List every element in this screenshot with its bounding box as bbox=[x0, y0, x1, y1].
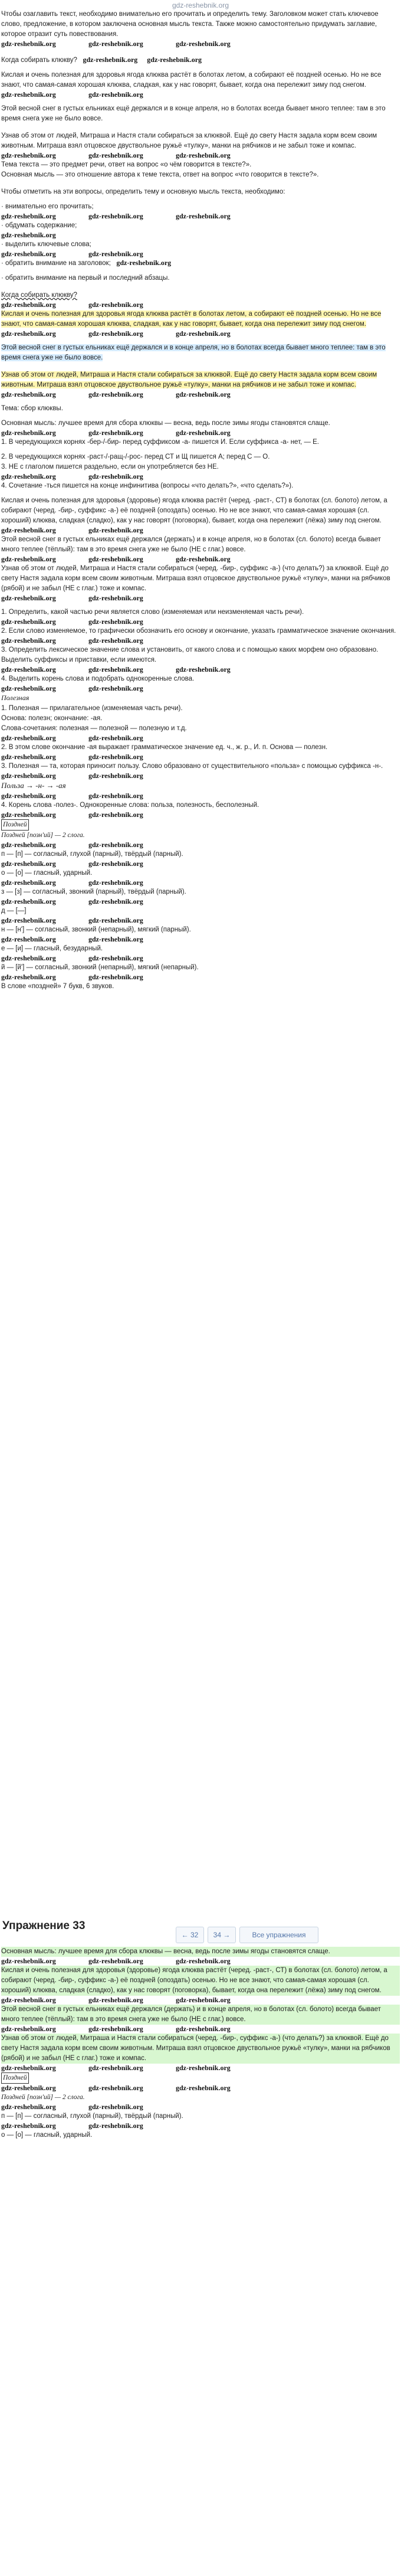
watermark: gdz-reshebnik.org bbox=[1, 916, 56, 924]
watermark: gdz-reshebnik.org bbox=[1, 636, 56, 645]
annotated-paragraph-2: Этой весной снег в густых ельниках ещё держался (держать) и в конце апреля, но в болотах (сл. болото) всегда бывает много теплее (тёплый): там в это время снега уже не было (НЕ с глаг.) вовсе. bbox=[1, 536, 381, 553]
phonetic-row: д — [—] bbox=[1, 907, 27, 914]
watermark: gdz-reshebnik.org bbox=[1, 973, 56, 981]
phonetic-row: н — [н'] — согласный, звонкий (непарный), мягкий (парный). bbox=[1, 926, 191, 933]
step-item: · выделить ключевые слова; bbox=[1, 241, 91, 248]
watermark: gdz-reshebnik.org bbox=[88, 1957, 143, 1965]
watermark: gdz-reshebnik.org bbox=[1, 429, 56, 437]
watermark: gdz-reshebnik.org bbox=[1, 2084, 56, 2092]
watermark: gdz-reshebnik.org bbox=[1, 151, 56, 159]
watermark: gdz-reshebnik.org bbox=[1, 526, 56, 534]
watermark: gdz-reshebnik.org bbox=[176, 1957, 231, 1965]
annotated-paragraph-3: Узнав об этом от людей, Митраша и Настя стали собираться (черед. -бир-, суффикс -а-) (что делать?) за клюквой. Ещё до свету Настя задала корм всем своим животным. Митраша взял отцовское двуствольное ружьё «тулку», манки на рябчиков (рябой) и не забыл (НЕ с глаг.) тоже и компас. bbox=[1, 565, 390, 592]
morph-formula: Польза → -н- → -ая bbox=[1, 781, 66, 790]
rule-1: 1. В чередующихся корнях -бер-/-бир- перед суффиксом -а- пишется И. Если суффикса -а- нет, — Е. bbox=[1, 439, 320, 446]
watermark: gdz-reshebnik.org bbox=[88, 916, 143, 924]
watermark: gdz-reshebnik.org bbox=[88, 734, 143, 742]
watermark: gdz-reshebnik.org bbox=[88, 897, 143, 905]
bottom-annotated-1: Кислая и очень полезная для здоровья (здоровье) ягода клюква растёт (черед. -раст-, СТ) в болотах (сл. болото) летом, а собирают (черед. -бир-, суффикс -а-) её поздней (опоздать) осенью. Но не все знают, что самая-самая хорошая (сл. хороший) клюква, сладкая (сладко), как у нас говорят (поговорка), бывает, когда она перележит (лёжа) зиму под снегом. bbox=[1, 1966, 400, 1996]
watermark: gdz-reshebnik.org bbox=[88, 772, 143, 780]
watermark: gdz-reshebnik.org bbox=[176, 429, 231, 437]
watermark: gdz-reshebnik.org bbox=[176, 555, 231, 563]
bottom-annotated-2: Этой весной снег в густых ельниках ещё держался (держать) и в конце апреля, но в болотах (сл. болото) всегда бывает много теплее (тёплый): там в это время снега уже не было (НЕ с глаг.) вовсе. bbox=[1, 2005, 400, 2025]
watermark: gdz-reshebnik.org bbox=[1, 684, 56, 692]
text1-title: Когда собирать клюкву? gdz-reshebnik.org gdz-reshebnik.org bbox=[1, 55, 202, 64]
watermark: gdz-reshebnik.org bbox=[176, 2064, 231, 2072]
phonetic-row: й — [й'] — согласный, звонкий (непарный), мягкий (непарный). bbox=[1, 964, 199, 971]
exercise-title: Упражнение 33 bbox=[2, 1920, 86, 1932]
watermark: gdz-reshebnik.org bbox=[1, 250, 56, 258]
watermark: gdz-reshebnik.org bbox=[1, 954, 56, 962]
watermark: gdz-reshebnik.org bbox=[88, 753, 143, 761]
watermark: gdz-reshebnik.org bbox=[1, 792, 56, 800]
exercise-content bbox=[0, 1942, 401, 2576]
text2-paragraph-3: Узнав об этом от людей, Митраша и Настя стали собираться за клюквой. Ещё до свету Настя задала корм всем своим животным. Митраша взял отцовское двуствольное ружьё «тулку», манки на рябчиков и не забыл тоже и компас. bbox=[1, 371, 377, 388]
watermark: gdz-reshebnik.org bbox=[1, 329, 56, 338]
phonetic-total: В слове «поздней» 7 букв, 6 звуков. bbox=[1, 983, 114, 990]
watermark: gdz-reshebnik.org bbox=[88, 90, 143, 99]
watermark: gdz-reshebnik.org bbox=[88, 636, 143, 645]
main-idea-answer: Основная мысль: лучшее время для сбора клюквы — весна, ведь после зимы ягоды становятся слаще. bbox=[1, 420, 330, 427]
prev-exercise-button[interactable]: ← 32 bbox=[176, 1927, 204, 1943]
watermark: gdz-reshebnik.org bbox=[1, 2103, 56, 2111]
watermark: gdz-reshebnik.org bbox=[88, 878, 143, 887]
watermark: gdz-reshebnik.org bbox=[176, 151, 231, 159]
watermark: gdz-reshebnik.org bbox=[1, 753, 56, 761]
bottom-phonetic-row: о — [о] — гласный, ударный. bbox=[1, 2132, 93, 2139]
watermark: gdz-reshebnik.org bbox=[88, 329, 143, 338]
watermark: gdz-reshebnik.org bbox=[1, 390, 56, 398]
watermark: gdz-reshebnik.org bbox=[88, 792, 143, 800]
watermark: gdz-reshebnik.org bbox=[88, 250, 143, 258]
morph-step-2: 2. В этом слове окончание -ая выражает грамматическое значение ед. ч., ж. р., И. п. Основа — полезн. bbox=[1, 744, 328, 751]
rule-2: 2. В чередующихся корнях -раст-/-ращ-/-рос- перед СТ и Щ пишется А; перед С — О. bbox=[1, 453, 270, 460]
watermark: gdz-reshebnik.org bbox=[88, 954, 143, 962]
watermark: gdz-reshebnik.org bbox=[176, 390, 231, 398]
watermark: gdz-reshebnik.org bbox=[88, 2121, 143, 2130]
theme-answer: Тема: сбор клюквы. bbox=[1, 405, 63, 412]
watermark: gdz-reshebnik.org bbox=[88, 810, 143, 819]
step-item: · обдумать содержание; bbox=[1, 222, 77, 229]
phonetic-row: п — [п] — согласный, глухой (парный), твёрдый (парный). bbox=[1, 851, 183, 858]
watermark: gdz-reshebnik.org bbox=[88, 2084, 143, 2092]
step-item: · обратить внимание на первый и последний абзацы. bbox=[1, 274, 170, 282]
morph-step-1: 1. Полезная — прилагательное (изменяемая часть речи). bbox=[1, 705, 183, 712]
watermark: gdz-reshebnik.org bbox=[1, 594, 56, 602]
watermark: gdz-reshebnik.org bbox=[1, 2064, 56, 2072]
watermark: gdz-reshebnik.org bbox=[176, 1996, 231, 2004]
watermark: gdz-reshebnik.org bbox=[176, 329, 231, 338]
morph-step-4: 4. Корень слова -полез-. Однокоренные слова: польза, полезность, бесполезный. bbox=[1, 802, 259, 809]
watermark: gdz-reshebnik.org bbox=[1, 2025, 56, 2033]
watermark: gdz-reshebnik.org bbox=[1, 665, 56, 674]
watermark: gdz-reshebnik.org bbox=[1, 1996, 56, 2004]
watermark: gdz-reshebnik.org bbox=[88, 2103, 143, 2111]
step-item: · внимательно его прочитать; bbox=[1, 203, 94, 210]
watermark: gdz-reshebnik.org bbox=[1, 810, 56, 819]
watermark: gdz-reshebnik.org bbox=[1, 897, 56, 905]
morph-base: Основа: полезн; окончание: -ая. bbox=[1, 715, 103, 722]
morph-step-3: 3. Полезная — та, которая приносит пользу. Слово образовано от существительного «польза» с помощью суффикса -н-. bbox=[1, 763, 383, 770]
text1-paragraph-3: Узнав об этом от людей, Митраша и Настя стали собираться за клюквой. Ещё до свету Настя задала корм всем своим животным. Митраша взял отцовское двуствольное ружьё «тулку», манки на рябчиков и не забыл тоже и компас. bbox=[1, 132, 377, 149]
bottom-main-idea: Основная мысль: лучшее время для сбора клюквы — весна, ведь после зимы ягоды становятся слаще. bbox=[1, 1947, 400, 1957]
watermark: gdz-reshebnik.org bbox=[176, 40, 231, 48]
exercise-nav-bar bbox=[0, 1918, 401, 1942]
watermark: gdz-reshebnik.org bbox=[1, 40, 56, 48]
text2-paragraph-1: Кислая и очень полезная для здоровья ягода клюква растёт в болотах летом, а собирают её поздней осенью. Но не все знают, что самая-самая хорошая клюква, сладкая, как у нас говорят, бывает, когда она перележит зиму под снегом. bbox=[1, 310, 382, 328]
step-item: · обратить внимание на заголовок; gdz-reshebnik.org bbox=[1, 259, 172, 267]
watermark: gdz-reshebnik.org bbox=[88, 2025, 143, 2033]
watermark: gdz-reshebnik.org bbox=[88, 935, 143, 943]
rule-4: 4. Сочетание -ться пишется на конце инфинитива (вопросы «что делать?», «что сделать?»). bbox=[1, 482, 294, 489]
watermark: gdz-reshebnik.org bbox=[88, 555, 143, 563]
text2-paragraph-2: Этой весной снег в густых ельниках ещё держался и в конце апреля, но в болотах всегда бывает много теплее: там в это время снега уже не было вовсе. bbox=[1, 344, 386, 361]
morph-step-1b: Слова-сочетания: полезная — полезной — полезную и т.д. bbox=[1, 725, 187, 732]
question-1: 1. Определить, какой частью речи является слово (изменяемая или неизменяемая часть речи). bbox=[1, 609, 304, 616]
watermark: gdz-reshebnik.org bbox=[88, 859, 143, 868]
watermark: gdz-reshebnik.org bbox=[1, 772, 56, 780]
text1-paragraph-2: Этой весной снег в густых ельниках ещё держался и в конце апреля, но в болотах всегда бывает много теплее: там в это время снега уже не было вовсе. bbox=[1, 105, 386, 122]
watermark: gdz-reshebnik.org bbox=[83, 55, 138, 64]
bottom-annotated-3: Узнав об этом от людей, Митраша и Настя стали собираться (черед. -бир-, суффикс -а-) (что делать?) за клюквой. Ещё до свету Настя задала корм всем своим животным. Митраша взял отцовское двуствольное ружьё «тулку», манки на рябчиков (рябой) и не забыл (НЕ с глаг.) тоже и компас. bbox=[1, 2034, 400, 2064]
watermark: gdz-reshebnik.org bbox=[88, 40, 143, 48]
intro-text: Чтобы озаглавить текст, необходимо внимательно его прочитать и определить тему. Заголовком может стать ключевое слово, предложение, в котором заключена основная мысль текста. Также можно самостоятельно придумать заглавие, которое отразит суть повествования. bbox=[1, 11, 379, 38]
steps-intro: Чтобы отметить на эти вопросы, определить тему и основную мысль текста, необходимо: bbox=[1, 188, 285, 195]
watermark: gdz-reshebnik.org bbox=[176, 665, 231, 674]
watermark: gdz-reshebnik.org bbox=[88, 617, 143, 626]
watermark: gdz-reshebnik.org bbox=[1, 841, 56, 849]
watermark: gdz-reshebnik.org bbox=[88, 526, 143, 534]
watermark: gdz-reshebnik.org bbox=[176, 212, 231, 220]
watermark: gdz-reshebnik.org bbox=[88, 1996, 143, 2004]
site-logo[interactable]: gdz-reshebnik.org bbox=[172, 1, 229, 9]
watermark: gdz-reshebnik.org bbox=[1, 231, 56, 239]
bottom-phonetic-word: Поздней bbox=[1, 2072, 400, 2084]
watermark: gdz-reshebnik.org bbox=[1, 734, 56, 742]
phonetic-word: Поздней bbox=[1, 819, 400, 831]
text2-title: Когда собирать клюкву? bbox=[1, 292, 77, 299]
watermark: gdz-reshebnik.org bbox=[88, 212, 143, 220]
watermark: gdz-reshebnik.org bbox=[88, 973, 143, 981]
watermark: gdz-reshebnik.org bbox=[1, 1957, 56, 1965]
watermark: gdz-reshebnik.org bbox=[1, 878, 56, 887]
watermark: gdz-reshebnik.org bbox=[88, 390, 143, 398]
bottom-phonetic-row: п — [п] — согласный, глухой (парный), твёрдый (парный). bbox=[1, 2113, 183, 2120]
watermark: gdz-reshebnik.org bbox=[88, 151, 143, 159]
main-idea-definition: Основная мысль — это отношение автора к теме текста, ответ на вопрос «что говорится в тексте?». bbox=[1, 171, 319, 178]
watermark: gdz-reshebnik.org bbox=[88, 594, 143, 602]
watermark: gdz-reshebnik.org bbox=[1, 617, 56, 626]
watermark: gdz-reshebnik.org bbox=[176, 2025, 231, 2033]
watermark: gdz-reshebnik.org bbox=[1, 2121, 56, 2130]
watermark: gdz-reshebnik.org bbox=[1, 859, 56, 868]
phonetic-row: е — [и] — гласный, безударный. bbox=[1, 945, 103, 952]
bottom-phonetic-head: Поздней [позн'ий] — 2 слога. bbox=[1, 2094, 85, 2101]
watermark: gdz-reshebnik.org bbox=[88, 472, 143, 480]
watermark: gdz-reshebnik.org bbox=[88, 429, 143, 437]
watermark: gdz-reshebnik.org bbox=[1, 300, 56, 309]
watermark: gdz-reshebnik.org bbox=[1, 935, 56, 943]
phonetic-head: Поздней [позн'ий] — 2 слога. bbox=[1, 832, 85, 839]
watermark: gdz-reshebnik.org bbox=[88, 2064, 143, 2072]
next-exercise-button[interactable]: 34 → bbox=[208, 1927, 236, 1943]
watermark: gdz-reshebnik.org bbox=[1, 472, 56, 480]
watermark: gdz-reshebnik.org bbox=[88, 684, 143, 692]
watermark: gdz-reshebnik.org bbox=[88, 841, 143, 849]
text1-paragraph-1: Кислая и очень полезная для здоровья ягода клюква растёт в болотах летом, а собирают её поздней осенью. Но не все знают, что самая-самая хорошая клюква, сладкая, как у нас говорят, бывает, когда она перележит зиму под снегом. bbox=[1, 71, 382, 89]
theme-definition: Тема текста — это предмет речи, ответ на вопрос «о чём говорится в тексте?». bbox=[1, 161, 252, 168]
watermark: gdz-reshebnik.org bbox=[88, 665, 143, 674]
phonetic-row: з — [з] — согласный, звонкий (парный), твёрдый (парный). bbox=[1, 888, 186, 895]
question-2: 2. Если слово изменяемое, то графически обозначить его основу и окончание, указать грамматическое значение окончания. bbox=[1, 627, 396, 635]
annotated-paragraph-1: Кислая и очень полезная для здоровья (здоровье) ягода клюква растёт (черед. -раст-, СТ) в болотах (сл. болото) летом, а собирают (черед. -бир-, суффикс -а-) её поздней (опоздать) осенью. Но не все знают, что самая-самая хорошая (сл. хороший) клюква, сладкая (сладко), как у нас говорят (поговорка), бывает, когда она перележит (лёжа) зиму под снегом. bbox=[1, 497, 387, 524]
watermark: gdz-reshebnik.org bbox=[1, 212, 56, 220]
question-4: 4. Выделить корень слова и подобрать однокоренные слова. bbox=[1, 675, 195, 682]
watermark: gdz-reshebnik.org bbox=[116, 259, 172, 267]
rule-3: 3. НЕ с глаголом пишется раздельно, если он употребляется без НЕ. bbox=[1, 463, 219, 470]
watermark: gdz-reshebnik.org bbox=[88, 300, 143, 309]
question-3: 3. Определить лексическое значение слова и установить, от какого слова и с помощью каких морфем оно образовано. Выделить суффиксы и приставки, если имеются. bbox=[1, 646, 379, 663]
all-exercises-button[interactable]: Все упражнения bbox=[239, 1927, 318, 1943]
phonetic-row: о — [о] — гласный, ударный. bbox=[1, 869, 93, 877]
watermark: gdz-reshebnik.org bbox=[1, 90, 56, 99]
watermark: gdz-reshebnik.org bbox=[1, 555, 56, 563]
watermark: gdz-reshebnik.org bbox=[176, 2084, 231, 2092]
morph-word: Полезная bbox=[1, 694, 29, 702]
watermark: gdz-reshebnik.org bbox=[147, 55, 202, 64]
